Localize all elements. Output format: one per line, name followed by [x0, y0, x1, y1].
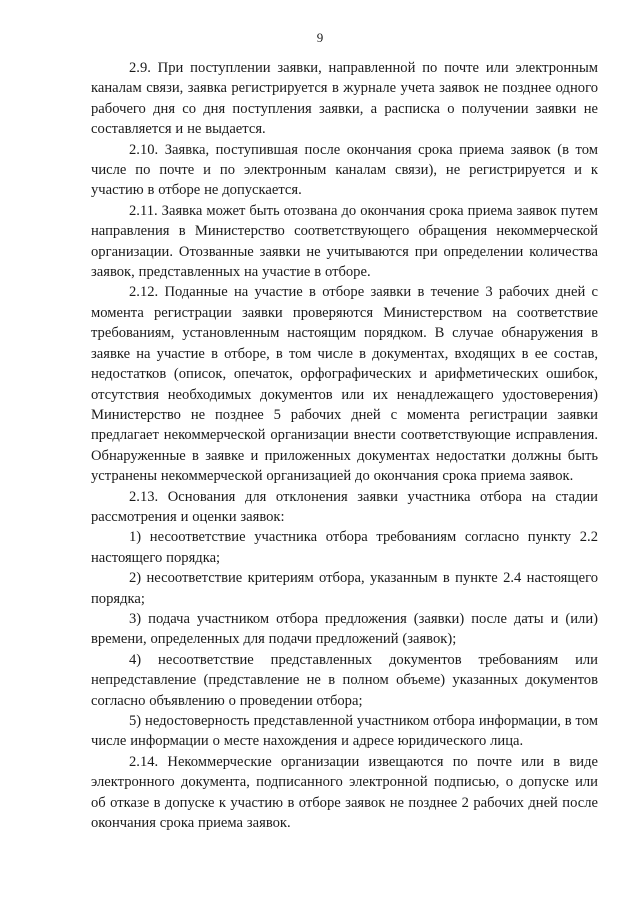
document-body: [91, 58, 598, 833]
paragraph-2-14: 2.14. Некоммерческие организации извещаются по почте или в виде электронного документа, подписанного электронной подписью, о допуске или об отказе в допуске к участию в отборе заявок не позднее 2 рабочих дней после окончания срока приема заявок.: [91, 753, 598, 832]
paragraph-2-13: 2.13. Основания для отклонения заявки участника отбора на стадии рассмотрения и оценки заявок:: [91, 488, 598, 525]
list-item-5: 5) недостоверность представленной участником отбора информации, в том числе информации о месте нахождения и адресе юридического лица.: [91, 713, 598, 750]
page-number: 9: [316, 30, 324, 45]
list-item-3: 3) подача участником отбора предложения (заявки) после даты и (или) времени, определенных для подачи предложений (заявок);: [91, 610, 598, 648]
paragraph-2-10: 2.10. Заявка, поступившая после окончания срока приема заявок (в том числе по почте и по электронным каналам связи), не регистрируется и к участию в отборе не допускается.: [91, 141, 598, 199]
list-item-4: 4) несоответствие представленных документов требованиям или непредставление (представление не в полном объеме) указанных документов согласно объявлению о проведении отбора;: [91, 651, 598, 709]
paragraph-2-11: 2.11. Заявка может быть отозвана до окончания срока приема заявок путем направления в Министерство соответствующего обращения некоммерческой организации. Отозванные заявки не учитываются при определении количества заявок, представленных на участие в отборе.: [91, 202, 598, 281]
list-item-2: 2) несоответствие критериям отбора, указанным в пункте 2.4 настоящего порядка;: [91, 570, 598, 607]
paragraph-2-9: 2.9. При поступлении заявки, направленной по почте или электронным каналам связи, заявка регистрируется в журнале учета заявок не позднее одного рабочего дня со дня поступления заявки, а расписка о получении заявки не составляется и не выдается.: [91, 60, 598, 138]
paragraph-2-12: 2.12. Поданные на участие в отборе заявки в течение 3 рабочих дней с момента регистрации заявки проверяются Министерством на соответствие требованиям, установленным настоящим порядком. В случае обнаружения в заявке на участие в отборе, в том числе в документах, входящих в ее состав, недостатков (описок, опечаток, орфографических и арифметических ошибок, отсутствия необходимых документов или их ненадлежащего удостоверения) Министерство не позднее 5 рабочих дней с момента регистрации заявки предлагает некоммерческой организации внести соответствующие исправления. Обнаруженные в заявке и приложенных документах недостатки должны быть устранены некоммерческой организацией до окончания срока приема заявок.: [91, 284, 598, 485]
list-item-1: 1) несоответствие участника отбора требованиям согласно пункту 2.2 настоящего порядка;: [91, 529, 598, 566]
